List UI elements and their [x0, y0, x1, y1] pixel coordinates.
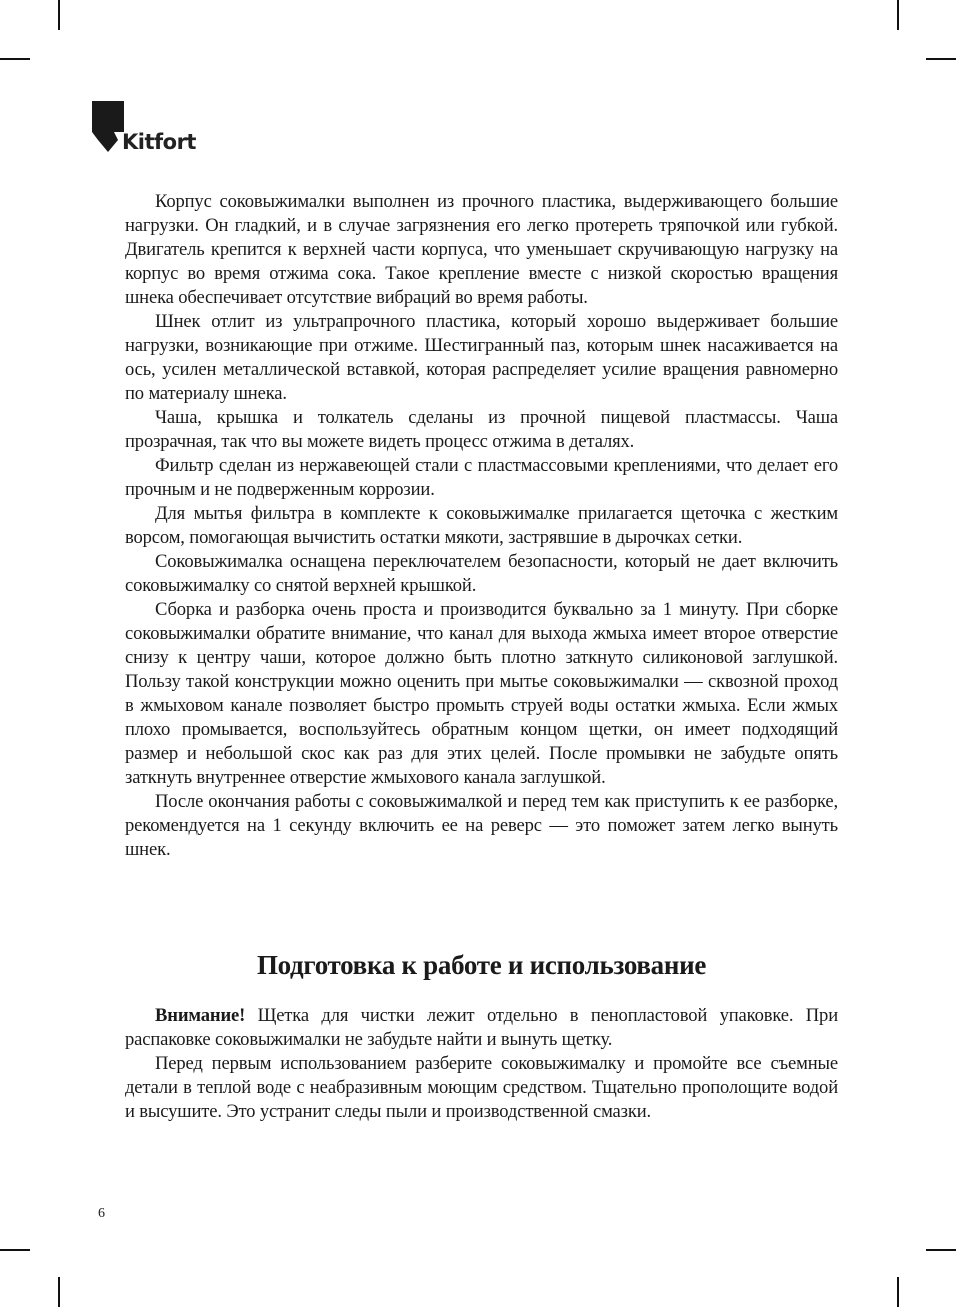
paragraph: Фильтр сделан из нержавеющей стали с пластмассовыми креплениями, что делает его прочным и не подверженным коррозии. [125, 455, 838, 500]
crop-mark-top-right-vertical [897, 0, 899, 30]
crop-mark-top-left-horizontal [0, 58, 30, 60]
section2-body [125, 1004, 838, 1124]
paragraph: Сборка и разборка очень проста и производится буквально за 1 минуту. При сборке соковыжималки обратите внимание, что канал для выхода жмыха имеет второе отверстие снизу к центру чаши, которое должно быть плотно заткнуто силиконовой заглушкой. Пользу такой конструкции можно оценить при мытье соковыжималки — сквозной проход в жмыховом канале позволяет быстро промыть струей воды остатки жмыха. Если жмых плохо промывается, воспользуйтесь обратным концом щетки, он имеет подходящий размер и небольшой скос как раз для этих целей. После промывки не забудьте опять заткнуть внутреннее отверстие жмыхового канала заглушкой. [125, 599, 838, 788]
crop-mark-bottom-right-horizontal [926, 1249, 956, 1251]
warning-label: Внимание! [155, 1005, 246, 1026]
warning-text: Щетка для чистки лежит отдельно в пенопластовой упаковке. При распаковке соковыжималки не забудьте найти и вынуть щетку. [125, 1005, 838, 1050]
warning-paragraph [125, 1004, 838, 1052]
paragraph: Перед первым использованием разберите соковыжималку и промойте все съемные детали в теплой воде с неабразивным моющим средством. Тщательно прополощите водой и высушите. Это устранит следы пыли и производственной смазки. [125, 1053, 838, 1122]
paragraph: Соковыжималка оснащена переключателем безопасности, который не дает включить соковыжималку со снятой верхней крышкой. [125, 551, 838, 596]
page-number: 6 [98, 1206, 105, 1221]
crop-mark-bottom-right-vertical [897, 1277, 899, 1307]
paragraph: Для мытья фильтра в комплекте к соковыжималке прилагается щеточка с жестким ворсом, помогающая вычистить остатки мякоти, застрявшие в дырочках сетки. [125, 503, 838, 548]
section-heading: Подготовка к работе и использование [256, 950, 707, 980]
crop-mark-top-left-vertical [58, 0, 60, 30]
brand-name: Kitfort [122, 130, 196, 154]
paragraph: Корпус соковыжималки выполнен из прочного пластика, выдерживающего большие нагрузки. Он гладкий, и в случае загрязнения его легко протереть тряпочкой или губкой. Двигатель крепится к верхней части корпуса, что уменьшает скручивающую нагрузку на корпус во время отжима сока. Такое крепление вместе с низкой скоростью вращения шнека обеспечивает отсутствие вибраций во время работы. [125, 191, 838, 308]
paragraph: После окончания работы с соковыжималкой и перед тем как приступить к ее разборке, рекомендуется на 1 секунду включить ее на реверс — это поможет затем легко вынуть шнек. [125, 791, 838, 860]
crop-mark-top-right-horizontal [926, 58, 956, 60]
crop-mark-bottom-left-vertical [58, 1277, 60, 1307]
section-body [125, 190, 838, 862]
paragraph: Чаша, крышка и толкатель сделаны из прочной пищевой пластмассы. Чаша прозрачная, так что вы можете видеть процесс отжима в деталях. [125, 407, 838, 452]
paragraph: Шнек отлит из ультрапрочного пластика, который хорошо выдерживает большие нагрузки, возникающие при отжиме. Шестигранный паз, которым шнек насаживается на ось, усилен металлической вставкой, которая распределяет усилие вращения равномерно по материалу шнека. [125, 311, 838, 404]
crop-mark-bottom-left-horizontal [0, 1249, 30, 1251]
